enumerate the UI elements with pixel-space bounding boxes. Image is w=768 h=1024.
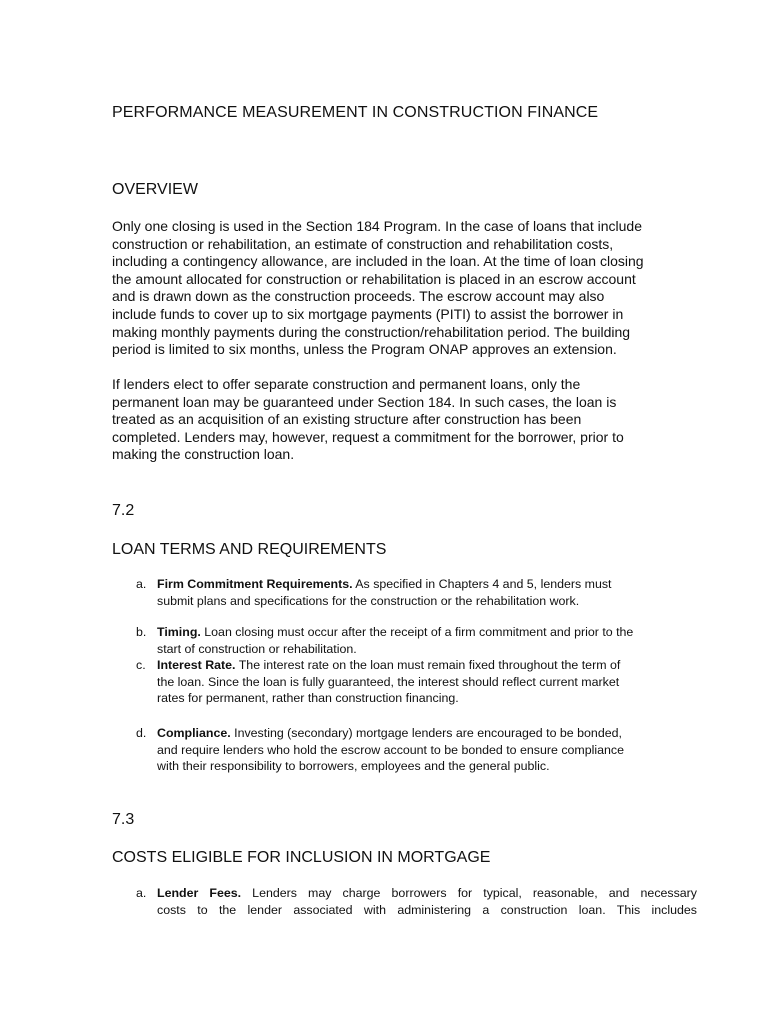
text-line: including a contingency allowance, are included in the loan. At the time of loan closing [112, 253, 644, 270]
overview-paragraph-2 [112, 376, 692, 464]
item-text: and require lenders who hold the escrow account to be bonded to ensure compliance [157, 742, 625, 757]
item-text: start of construction or rehabilitation. [157, 641, 357, 656]
item-text: Lenders may charge borrowers for typical, reasonable, and necessary [241, 886, 698, 900]
list-letter: a. [136, 577, 147, 591]
item-text: As specified in Chapters 4 and 5, lenders must [352, 577, 612, 591]
text-line: making monthly payments during the construction/rehabilitation period. The building [112, 323, 631, 340]
text-line: If lenders elect to offer separate construction and permanent loans, only the [112, 376, 581, 392]
item-term: Firm Commitment Requirements. [157, 577, 353, 591]
section-7-3-number: 7.3 [112, 811, 135, 828]
item-text: with their responsibility to borrowers, employees and the general public. [157, 759, 550, 773]
list-letter: d. [136, 726, 147, 740]
section-7-3-heading: COSTS ELIGIBLE FOR INCLUSION IN MORTGAGE [112, 849, 491, 866]
text-line: treated as an acquisition of an existing structure after construction has been [112, 411, 582, 428]
list-letter: a. [136, 886, 147, 900]
item-text: costs to the lender associated with administering a construction loan. This includes [157, 902, 697, 917]
item-text: rates for permanent, rather than construction financing. [157, 691, 459, 705]
item-text: Investing (secondary) mortgage lenders are encouraged to be bonded, [230, 726, 622, 740]
item-text: the loan. Since the loan is fully guaranteed, the interest should reflect current market [157, 674, 620, 689]
item-term: Compliance. [157, 726, 231, 740]
document-title: PERFORMANCE MEASUREMENT IN CONSTRUCTION FINANCE [112, 104, 599, 121]
item-text: submit plans and specifications for the construction or the rehabilitation work. [157, 593, 580, 608]
section-7-2-heading: LOAN TERMS AND REQUIREMENTS [112, 541, 387, 558]
overview-paragraph-1 [112, 218, 692, 359]
text-line: completed. Lenders may, however, request a commitment for the borrower, prior to [112, 428, 624, 445]
item-text: The interest rate on the loan must remain fixed throughout the term of [235, 658, 621, 672]
item-term: Interest Rate. [157, 658, 236, 672]
text-line: making the construction loan. [112, 446, 295, 463]
item-term: Timing. [157, 625, 201, 639]
item-text: Loan closing must occur after the receipt of a firm commitment and prior to the [200, 625, 634, 639]
item-term: Lender Fees. [157, 886, 242, 900]
list-letter: b. [136, 625, 147, 639]
section-7-2-number: 7.2 [112, 502, 135, 519]
overview-heading: OVERVIEW [112, 181, 198, 198]
text-line: period is limited to six months, unless the Program ONAP approves an extension. [112, 341, 617, 358]
text-line: Only one closing is used in the Section 184 Program. In the case of loans that include [112, 218, 642, 234]
text-line: permanent loan may be guaranteed under Section 184. In such cases, the loan is [112, 393, 617, 410]
text-line: and is drawn down as the construction proceeds. The escrow account may also [112, 288, 605, 305]
text-line: include funds to cover up to six mortgage payments (PITI) to assist the borrower in [112, 305, 624, 322]
text-line: the amount allocated for construction or rehabilitation is placed in an escrow account [112, 270, 636, 287]
list-letter: c. [136, 658, 146, 672]
text-line: construction or rehabilitation, an estimate of construction and rehabilitation costs, [112, 235, 614, 252]
